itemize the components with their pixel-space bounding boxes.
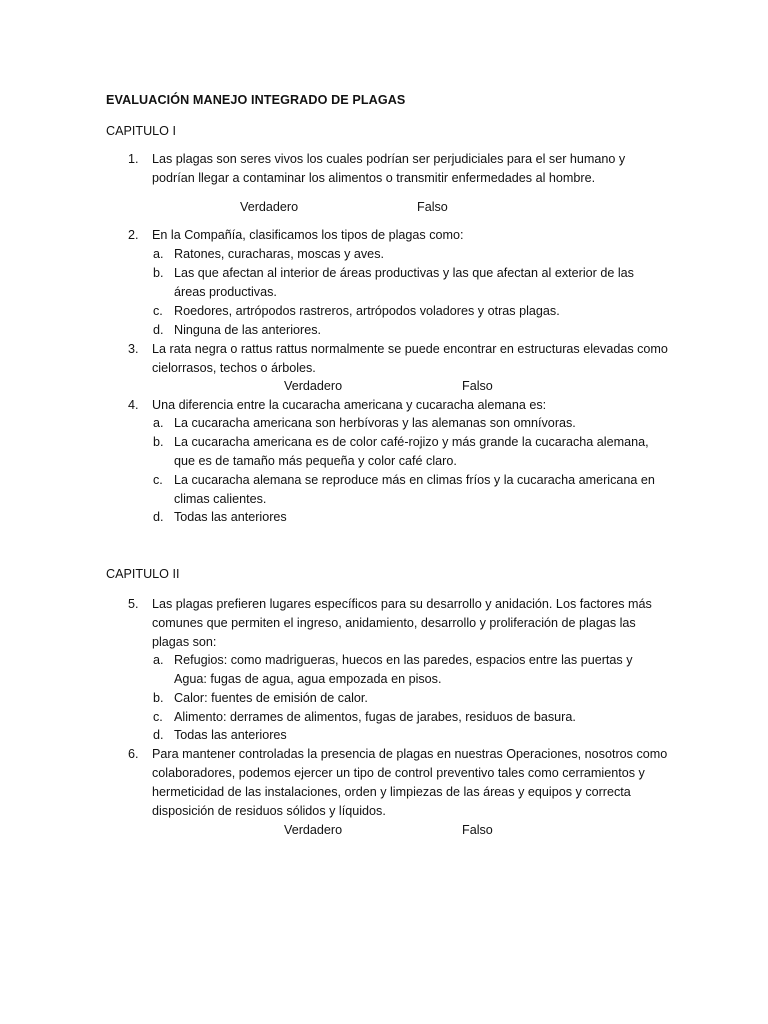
question-1-true-option: Verdadero: [240, 200, 299, 214]
option-text: Ratones, curacharas, moscas y aves.: [174, 247, 384, 261]
question-1-text: Las plagas son seres vivos los cuales podrían ser perjudiciales para el ser humano y podrían llegar a contaminar los alimentos o transmitir enfermedades al hombre.: [152, 152, 626, 185]
question-6-text: Para mantener controladas la presencia de plagas en nuestras Operaciones, nosotros como colaboradores, podemos ejercer un tipo de control preventivo tales como cerramientos y hermeticidad de las instalaciones, orden y limpiezas de las áreas y equipos y correcta disposición de residuos sólidos y líquidos.: [152, 747, 668, 818]
option-letter: b.: [153, 435, 164, 449]
question-2-text: En la Compañía, clasificamos los tipos de plagas como:: [152, 228, 464, 242]
document-title: EVALUACIÓN MANEJO INTEGRADO DE PLAGAS: [106, 93, 406, 107]
question-4-option-c: [153, 471, 668, 509]
option-letter: c.: [153, 710, 163, 724]
option-text: Calor: fuentes de emisión de calor.: [174, 691, 368, 705]
question-1-false-option: Falso: [417, 200, 448, 214]
option-text: Todas las anteriores: [174, 728, 287, 742]
question-1-number: 1.: [128, 152, 139, 166]
question-4-option-a: [153, 414, 668, 433]
question-6-true-option: Verdadero: [284, 823, 343, 837]
question-2-option-d: [153, 321, 668, 340]
option-letter: a.: [153, 247, 164, 261]
chapter-1-heading: CAPITULO I: [106, 124, 176, 138]
question-4-option-b: [153, 433, 668, 471]
question-5: [128, 595, 668, 652]
question-2: [128, 226, 668, 245]
option-text: Roedores, artrópodos rastreros, artrópodos voladores y otras plagas.: [174, 304, 560, 318]
option-text: La cucaracha alemana se reproduce más en climas fríos y la cucaracha americana en climas calientes.: [174, 473, 655, 506]
question-2-option-b: [153, 264, 668, 302]
option-letter: c.: [153, 304, 163, 318]
question-2-option-a: [153, 245, 668, 264]
question-4-option-d: [153, 508, 668, 527]
option-letter: d.: [153, 728, 164, 742]
question-3-false-option: Falso: [462, 379, 493, 393]
question-5-option-a: [153, 651, 668, 689]
question-5-option-b: [153, 689, 668, 708]
question-2-number: 2.: [128, 228, 139, 242]
option-text: Todas las anteriores: [174, 510, 287, 524]
option-letter: b.: [153, 691, 164, 705]
question-1: [128, 150, 668, 188]
question-4-number: 4.: [128, 398, 139, 412]
option-text: La cucaracha americana es de color café-rojizo y más grande la cucaracha alemana, que es de tamaño más pequeña y color café claro.: [174, 435, 649, 468]
question-4-text: Una diferencia entre la cucaracha americana y cucaracha alemana es:: [152, 398, 547, 412]
question-5-text: Las plagas prefieren lugares específicos para su desarrollo y anidación. Los factores más comunes que permiten el ingreso, anidamiento, desarrollo y proliferación de plagas las plagas son:: [152, 597, 652, 649]
option-text: Ninguna de las anteriores.: [174, 323, 322, 337]
question-6-false-option: Falso: [462, 823, 493, 837]
option-text: Refugios: como madrigueras, huecos en las paredes, espacios entre las puertas y Agua: fugas de agua, agua empozada en pisos.: [174, 653, 633, 686]
question-3-true-option: Verdadero: [284, 379, 343, 393]
option-text: La cucaracha americana son herbívoras y las alemanas son omnívoras.: [174, 416, 576, 430]
option-letter: a.: [153, 416, 164, 430]
question-3-text: La rata negra o rattus rattus normalmente se puede encontrar en estructuras elevadas como cielorrasos, techos o árboles.: [152, 342, 668, 375]
question-4: [128, 396, 668, 415]
question-5-option-d: [153, 726, 668, 745]
option-letter: d.: [153, 323, 164, 337]
question-3: [128, 340, 668, 378]
question-6-number: 6.: [128, 747, 139, 761]
option-letter: c.: [153, 473, 163, 487]
question-5-number: 5.: [128, 597, 139, 611]
option-text: Las que afectan al interior de áreas productivas y las que afectan al exterior de las áreas productivas.: [174, 266, 634, 299]
question-6: [128, 745, 668, 821]
option-text: Alimento: derrames de alimentos, fugas de jarabes, residuos de basura.: [174, 710, 576, 724]
question-5-option-c: [153, 708, 668, 727]
option-letter: a.: [153, 653, 164, 667]
option-letter: d.: [153, 510, 164, 524]
option-letter: b.: [153, 266, 164, 280]
question-3-number: 3.: [128, 342, 139, 356]
chapter-2-heading: CAPITULO II: [106, 567, 180, 581]
question-2-option-c: [153, 302, 668, 321]
